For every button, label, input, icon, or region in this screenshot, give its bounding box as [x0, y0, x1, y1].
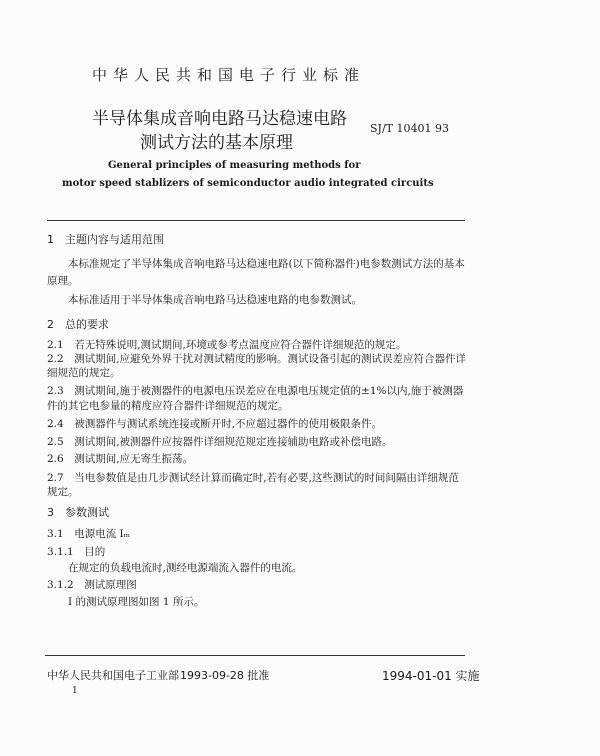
paragraph: 原理。	[47, 275, 79, 287]
clause: 2.1 若无特殊说明,测试期间,环境或参考点温度应符合器件详细规范的规定。	[47, 339, 407, 351]
title-line-2: 测试方法的基本原理	[140, 133, 293, 153]
issuer: 中华人民共和国电子工业部	[47, 669, 179, 682]
approval-date: 1993-09-28 批准	[180, 669, 270, 682]
page-number: 1	[72, 686, 78, 696]
paragraph: 在规定的负载电流时,测经电源端流入器件的电流。	[68, 562, 303, 574]
clause: 规定。	[47, 486, 79, 498]
standard-code: SJ/T 10401 93	[370, 122, 449, 135]
clause: 2.6 测试期间,应无寄生振荡。	[47, 453, 194, 465]
effective-date: 1994-01-01 实施	[382, 669, 480, 683]
section-1-heading: 1 主题内容与适用范围	[47, 233, 164, 246]
standard-type: 中华人民共和国电子行业标准	[92, 66, 366, 84]
clause: 2.7 当电参数值是由几步测试经计算而确定时,若有必要,这些测试的时间间隔由详细规范	[47, 472, 459, 484]
clause: 3.1.2 测试原理图	[47, 579, 137, 591]
section-3-heading: 3 参数测试	[47, 506, 109, 519]
clause: 3.1 电源电流 Iₘ	[47, 528, 131, 540]
footer-rule	[45, 655, 465, 656]
english-title-2: motor speed stablizers of semiconductor audio integrated circuits	[62, 178, 434, 189]
clause: 件的其它电参量的精度应符合器件详细规范的规定。	[47, 400, 289, 412]
clause: 3.1.1 目的	[47, 546, 106, 558]
clause: 2.5 测试期间,被测器件应按器件详细规范规定连接辅助电路或补偿电路。	[47, 436, 393, 448]
english-title-1: General principles of measuring methods for	[108, 160, 361, 171]
paragraph: 本标准规定了半导体集成音响电路马达稳速电路(以下简称器件)电参数测试方法的基本	[68, 258, 465, 270]
header-rule	[47, 220, 465, 221]
title-line-1: 半导体集成音响电路马达稳速电路	[92, 109, 347, 129]
clause: 2.4 被测器件与测试系统连接或断开时,不应超过器件的使用极限条件。	[47, 418, 383, 430]
paragraph: 本标准适用于半导体集成音响电路马达稳速电路的电参数测试。	[68, 294, 362, 306]
section-2-heading: 2 总的要求	[47, 318, 109, 331]
clause: 2.2 测试期间,应避免外界干扰对测试精度的影响。测试设备引起的测试误差应符合器件详	[47, 353, 467, 365]
clause: 细规范的规定。	[47, 367, 121, 379]
clause: 2.3 测试期间,施于被测器件的电源电压误差应在电源电压规定值的±1%以内,施于被测器	[47, 385, 464, 397]
paragraph: I 的测试原理图如图 1 所示。	[68, 596, 205, 608]
